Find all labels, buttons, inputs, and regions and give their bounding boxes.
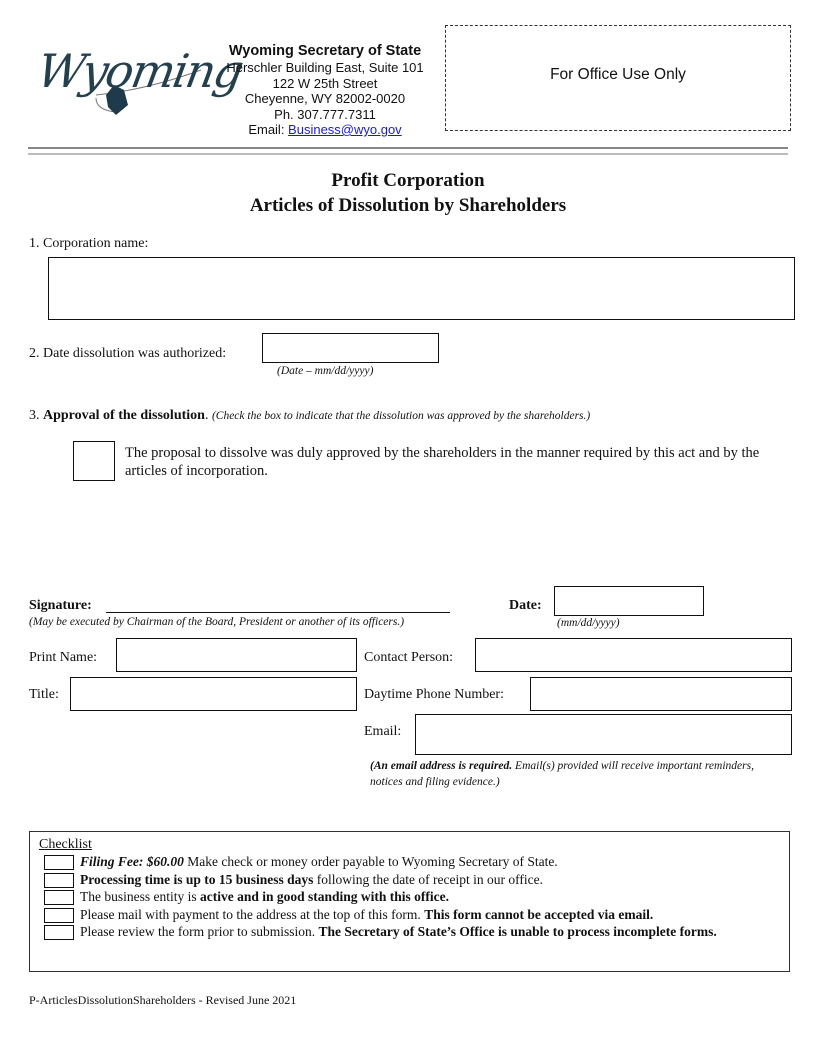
checklist-item [80,854,558,870]
signature-line[interactable] [106,612,450,613]
signature-date-label: Date: [509,598,542,613]
approval-checkbox[interactable] [73,441,115,481]
checklist-text: This form cannot be accepted via email. [424,906,654,922]
corporation-name-label: 1. Corporation name: [29,236,149,251]
email-note-text: Email(s) provided will receive important reminders, notices and filing evidence.) [370,760,754,788]
email-note-required: (An email address is required. [370,760,513,772]
checklist-title: Checklist [39,837,92,852]
checklist-text: following the date of receipt in our office. [313,871,543,887]
date-authorized-input[interactable] [262,333,439,363]
office-use-box [445,25,791,131]
address-city: Cheyenne, WY 82002-0020 [244,91,406,106]
form-subtitle: Articles of Dissolution by Shareholders [249,195,567,216]
checklist-checkbox[interactable] [44,855,74,870]
address-line: 122 W 25th Street [272,75,378,91]
date-authorized-label: 2. Date dissolution was authorized: [29,346,227,361]
checklist-checkbox[interactable] [44,873,74,888]
checklist-checkbox[interactable] [44,890,74,905]
corporation-name-input[interactable] [48,257,795,320]
print-name-label: Print Name: [29,650,98,665]
date-hint: (Date – mm/dd/yyyy) [277,365,374,377]
contact-person-input[interactable] [475,638,792,672]
signature-date-input[interactable] [554,586,704,616]
org-name: Wyoming Secretary of State [228,43,422,59]
checklist-text: active and in good standing with this office. [200,889,450,904]
checklist-item [80,889,449,905]
header-divider [28,147,788,149]
checklist-text: The Secretary of State’s Office is unable to process incomplete forms. [318,924,717,939]
email-note [370,758,780,790]
signature-note: (May be executed by Chairman of the Board, President or another of its officers.) [29,616,405,628]
office-use-label: For Office Use Only [550,66,686,83]
approval-heading [29,408,590,424]
checklist-text: Filing Fee: $60.00 [80,854,184,869]
checklist-item [80,907,653,923]
header-address [215,43,435,138]
email-input[interactable] [415,714,792,755]
phone-label: Daytime Phone Number: [364,687,504,702]
title-label: Title: [29,687,59,702]
email-link[interactable]: Business@wyo.gov [288,122,402,137]
phone-input[interactable] [530,677,792,711]
checklist-text: Make check or money order payable to Wyoming Secretary of State. [183,854,558,869]
contact-person-label: Contact Person: [364,650,454,665]
checklist-text: Processing time is up to 15 business days [80,871,314,887]
q3-hint: (Check the box to indicate that the dissolution was approved by the shareholders.) [211,410,591,422]
checklist-checkbox[interactable] [44,925,74,940]
phone: Ph. 307.777.7311 [274,106,376,122]
email-label: Email: [364,724,402,739]
q3-label: Approval of the dissolution [43,408,205,423]
signature-date-hint: (mm/dd/yyyy) [557,617,620,629]
checklist-item [80,924,717,940]
q3-number: 3. [29,408,43,423]
header-divider [28,153,788,155]
form-title: Profit Corporation [331,170,485,191]
address-line: Herschler Building East, Suite 101 [226,60,424,75]
title-input[interactable] [70,677,357,711]
checklist-checkbox[interactable] [44,908,74,923]
checklist-text: Please review the form prior to submission. [80,924,319,939]
signature-label: Signature: [29,598,92,613]
checklist-item [80,872,543,888]
footer-revision: P-ArticlesDissolutionShareholders - Revised June 2021 [29,993,297,1007]
email-label: Email: [248,122,289,137]
q3-punct: . [204,408,212,423]
checklist-text: The business entity is [80,889,200,904]
checklist-text: Please mail with payment to the address at the top of this form. [80,906,425,922]
wyoming-logo: Wyoming [36,40,206,130]
print-name-input[interactable] [116,638,357,672]
approval-statement: The proposal to dissolve was duly approved by the shareholders in the manner required by this act and by the articles of incorporation. [125,445,760,479]
